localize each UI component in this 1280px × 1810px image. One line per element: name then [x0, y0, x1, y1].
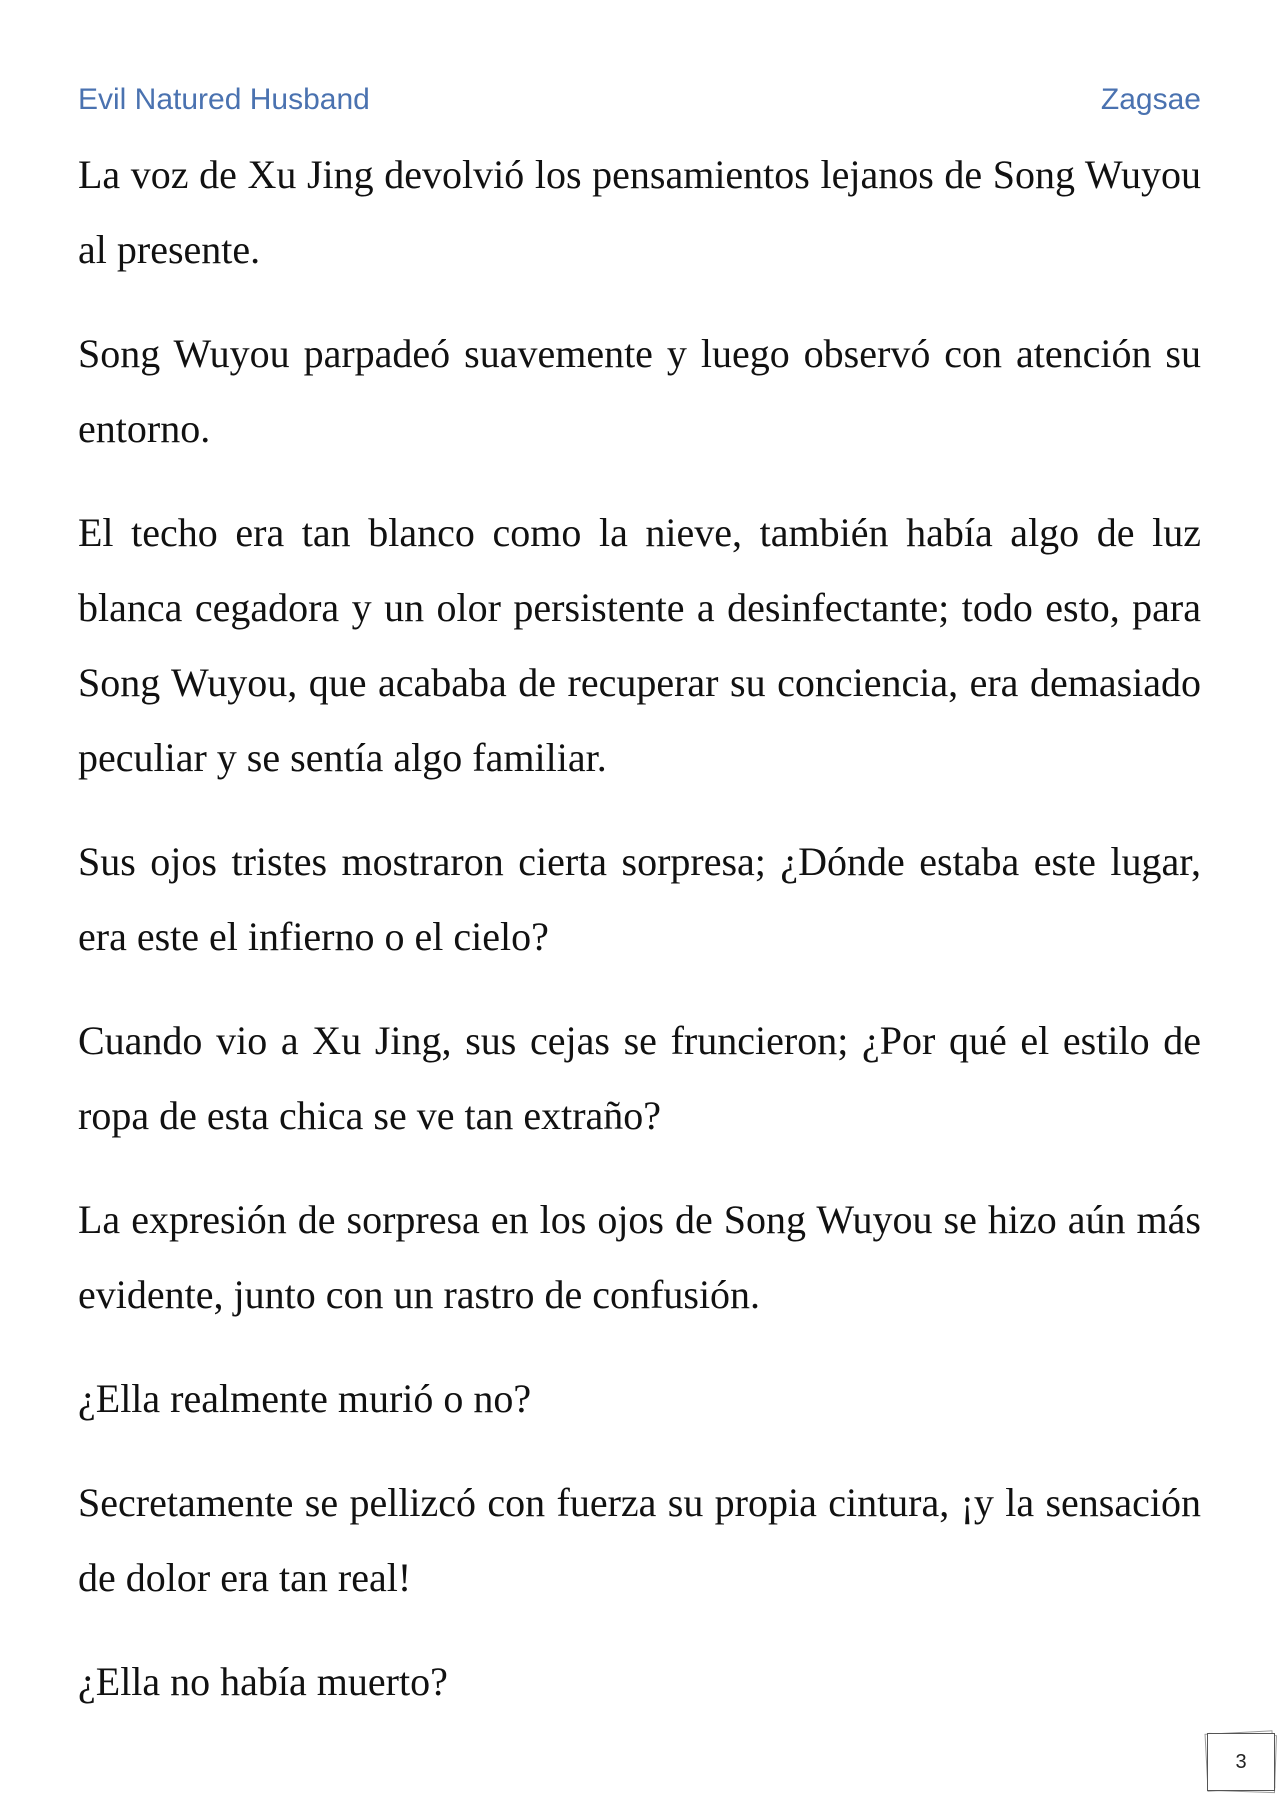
paragraph: La expresión de sorpresa en los ojos de Song Wuyou se hizo aún más evidente, junto con un rastro de confusión. — [78, 1197, 1201, 1317]
paragraph: La voz de Xu Jing devolvió los pensamientos lejanos de Song Wuyou al presente. — [78, 152, 1201, 272]
paragraph: ¿Ella no había muerto? — [78, 1659, 448, 1704]
page-header — [78, 78, 1201, 122]
paragraph: Cuando vio a Xu Jing, sus cejas se fruncieron; ¿Por qué el estilo de ropa de esta chica se ve tan extraño? — [78, 1018, 1201, 1138]
page-number-badge — [1204, 1730, 1276, 1792]
page-number: 3 — [1207, 1733, 1275, 1791]
book-title: Evil Natured Husband — [78, 83, 370, 116]
paragraph: Secretamente se pellizcó con fuerza su propia cintura, ¡y la sensación de dolor era tan real! — [78, 1480, 1201, 1600]
paragraph: ¿Ella realmente murió o no? — [78, 1376, 532, 1421]
paragraph: El techo era tan blanco como la nieve, también había algo de luz blanca cegadora y un olor persistente a desinfectante; todo esto, para Song Wuyou, que acababa de recuperar su conciencia, era demasiado peculiar y se sentía algo familiar. — [78, 510, 1201, 780]
page-body — [78, 137, 1201, 1748]
author-name: Zagsae — [1100, 83, 1201, 116]
paragraph: Sus ojos tristes mostraron cierta sorpresa; ¿Dónde estaba este lugar, era este el infierno o el cielo? — [78, 839, 1201, 959]
paragraph: Song Wuyou parpadeó suavemente y luego observó con atención su entorno. — [78, 331, 1201, 451]
